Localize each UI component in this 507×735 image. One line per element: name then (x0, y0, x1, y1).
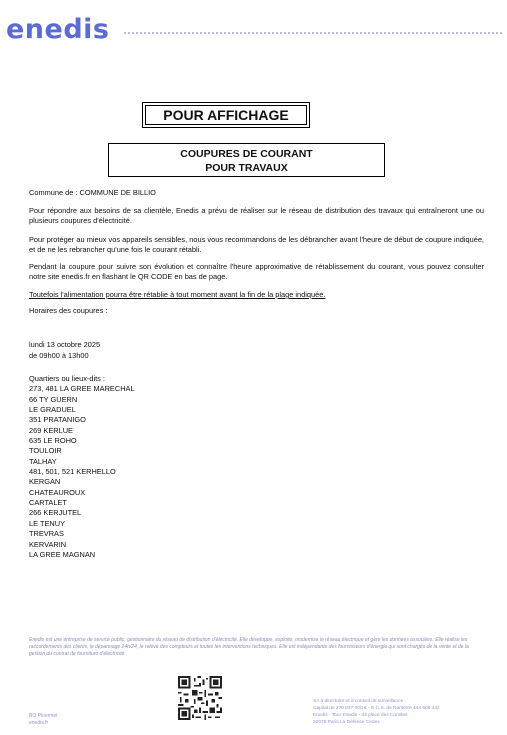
list-item: 66 TY GUERN (29, 394, 78, 404)
list-item: CARTALET (29, 498, 67, 508)
paragraph-2: Pour protéger au mieux vos appareils sensibles, nous vous recommandons de les débrancher avant l'heure de début de coupure indiquée, et de ne les rebrancher qu'une fois le courant rétabli. (29, 235, 484, 255)
places-list (29, 374, 135, 560)
display-notice-label: POUR AFFICHAGE (145, 105, 307, 125)
warning-text: Toutefois l'alimentation pourra être rétablie à tout moment avant la fin de la plage indiquée. (29, 290, 326, 299)
list-item: CHATEAUROUX (29, 487, 86, 497)
list-item: 481, 501, 521 KERHELLO (29, 467, 116, 477)
warning-line (29, 290, 484, 300)
footer-website: enedis.fr (29, 720, 49, 726)
list-item: LE TENUY (29, 518, 66, 528)
schedule-label: Horaires des coupures : (29, 306, 108, 315)
footer-company-line1: SA à directoire et à conseil de surveillance (313, 699, 404, 704)
paragraph-3: Pendant la coupure pour suivre son évolution et connaître l'heure approximative de rétablissement du courant, vous pouvez consulter notre site enedis.fr en flashant le QR CODE en bas de page. (29, 262, 484, 282)
footer-company-line4: 92079 Paris La Défense Cedex (313, 720, 380, 725)
list-item: 351 PRATANIGO (29, 415, 86, 425)
commune-line: Commune de : COMMUNE DE BILLIO (29, 188, 156, 197)
cut-hours: de 09h00 à 13h00 (29, 351, 89, 360)
list-item: LE GRADUEL (29, 405, 76, 415)
list-item: TOULOIR (29, 446, 62, 456)
qr-code-icon (178, 676, 222, 720)
list-item: KERGAN (29, 477, 61, 487)
display-notice-box (142, 102, 310, 128)
list-item: 635 LE ROHO (29, 436, 77, 446)
list-item: TALHAY (29, 456, 57, 466)
header-divider (124, 32, 502, 34)
list-item: 266 KERJUTEL (29, 508, 82, 518)
list-item: 273, 481 LA GREE MARECHAL (29, 384, 135, 394)
list-item: 269 KERLUE (29, 425, 73, 435)
notice-title-box (108, 143, 385, 177)
notice-title-line2: POUR TRAVAUX (205, 162, 288, 174)
footer-right (313, 698, 440, 726)
cut-date: lundi 13 octobre 2025 (29, 340, 101, 349)
places-label: Quartiers ou lieux-dits : (29, 374, 105, 383)
notice-title-line1: COUPURES DE COURANT (180, 148, 313, 160)
list-item: KERVARIN (29, 539, 67, 549)
footer-company-line3: Enedis - Tour Enedis - 34 place des Corolles (313, 713, 408, 718)
footer-company-line2: Capital de 270 037 000 € - R.C.S. de Nanterre 444 608 442 (313, 706, 440, 711)
legal-notice: Enedis est une entreprise de service public, gestionnaire du réseau de distribution d'électricité. Elle développe, exploite, modernise le réseau électrique et gère les données associées. Elle réalise les raccordements des clients, le dépannage 24h/24, le relevé des compteurs et toutes les interventions techniques. Elle est indépendante des fournisseurs d'énergie qui sont chargés de la vente et de la gestion du contrat de fourniture d'électricité. (29, 637, 469, 658)
footer-left (29, 713, 57, 727)
list-item: TREVRAS (29, 529, 64, 539)
footer-office: BO Ploermel (29, 713, 58, 719)
list-item: LA GREE MAGNAN (29, 549, 96, 559)
paragraph-1: Pour répondre aux besoins de sa clientèle, Enedis a prévu de réaliser sur le réseau de distribution des travaux qui entraîneront une ou plusieurs coupures d'électricité. (29, 206, 484, 226)
enedis-logo: enedis (6, 14, 110, 45)
